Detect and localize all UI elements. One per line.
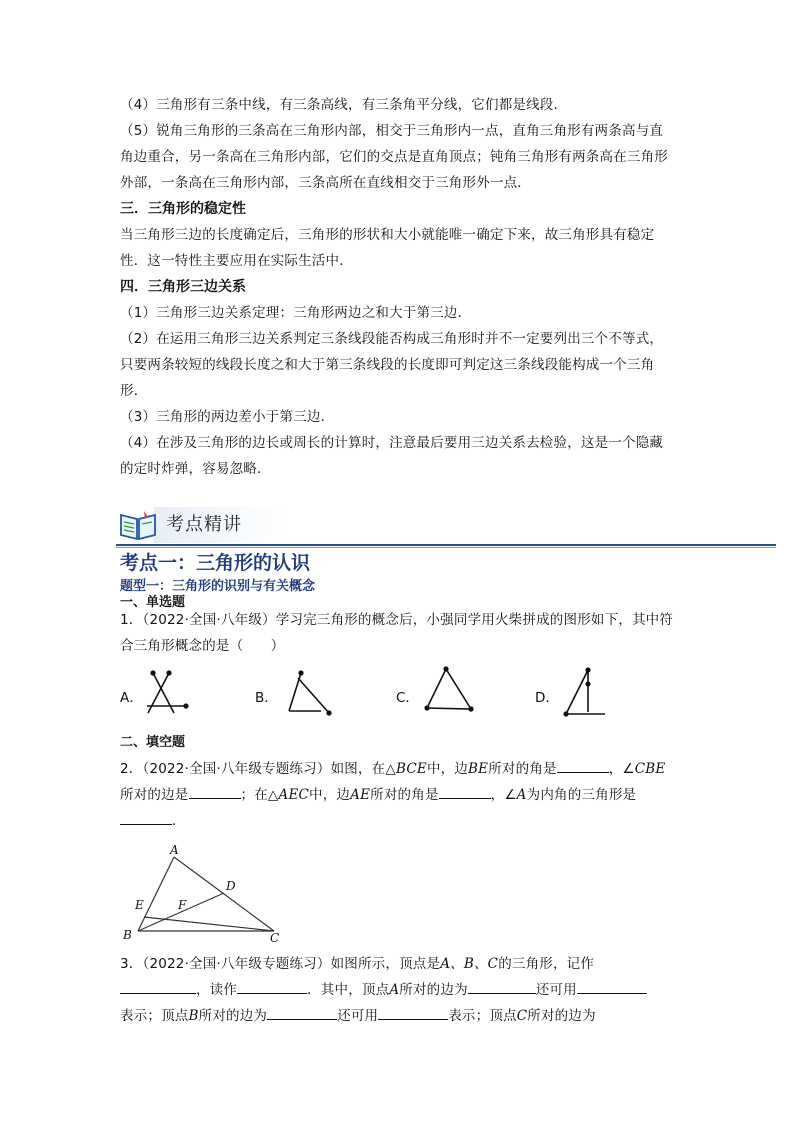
q3-math: A	[389, 982, 400, 998]
option-b-label[interactable]: B．	[255, 690, 278, 706]
q2-math: BE	[468, 761, 489, 777]
q2-math: △AEC	[267, 787, 310, 803]
q3-text: ．其中，顶点	[307, 982, 390, 998]
q2-text: ，∠	[608, 761, 635, 777]
banner-divider	[116, 544, 776, 546]
label-f: F	[178, 898, 187, 912]
q2-line3	[120, 808, 680, 834]
relation-2-line3: 形．	[120, 383, 148, 399]
q3-text: 所对的边为	[399, 982, 468, 998]
q2-triangle-figure	[120, 843, 290, 943]
option-c-label[interactable]: C．	[396, 690, 419, 706]
note-5-line2: 角边重合，另一条高在三角形内部，它们的交点是直角顶点；钝角三角形有两条高在三角形	[120, 149, 668, 165]
section-banner	[116, 507, 776, 547]
notes-section	[120, 92, 680, 482]
q2-text: ．	[172, 813, 186, 829]
option-b-figure	[283, 668, 343, 718]
question-1	[120, 607, 680, 659]
q3-text: ，读作	[196, 982, 238, 998]
question-2	[120, 756, 680, 834]
q2-text: 中，边	[426, 761, 469, 777]
answer-blank[interactable]	[378, 1005, 448, 1020]
q3-line1	[120, 951, 680, 977]
question-3	[120, 951, 680, 1029]
kaodian-title: 考点一：三角形的认识	[120, 552, 311, 574]
q3-text: 的三角形，记作	[498, 956, 595, 972]
q2-text: 中，边	[309, 787, 351, 803]
part2-heading-text: 二、填空题	[120, 735, 186, 750]
relation-3: （3）三角形的两边差小于第三边．	[120, 409, 335, 425]
option-a-figure	[140, 668, 196, 718]
part1-heading-text: 一、单选题	[120, 595, 186, 610]
note-4: （4）三角形有三条中线，有三条高线，有三条角平分线，它们都是线段．	[120, 97, 568, 113]
q2-math: A	[516, 787, 527, 803]
note-5-line3: 外部，一条高在三角形内部，三条高所在直线相交于三角形外一点．	[120, 175, 531, 191]
label-e: E	[135, 898, 144, 912]
q2-text: 所对的角是	[488, 761, 557, 777]
q3-text: 所对的边为	[198, 1008, 268, 1024]
q3-text: 所对的边为	[527, 1008, 596, 1024]
option-d-label[interactable]: D．	[535, 690, 559, 706]
answer-blank[interactable]	[120, 979, 196, 994]
label-c: C	[270, 931, 280, 943]
q2-line1	[120, 756, 680, 782]
q1-line2: 合三角形概念的是（ ）	[120, 638, 285, 654]
q2-text: ，∠	[490, 787, 517, 803]
heading-stability: 三．三角形的稳定性	[120, 201, 246, 217]
q2-text: 2．（2022·全国·八年级专题练习）如图，在	[120, 761, 386, 777]
answer-blank[interactable]	[577, 979, 647, 994]
q2-math: △BCE	[385, 761, 427, 777]
banner-title: 考点精讲	[166, 514, 242, 535]
option-d-figure	[560, 664, 620, 718]
part2-heading	[120, 733, 185, 753]
note-5-line1: （5）锐角三角形的三条高在三角形内部，相交于三角形内一点，直角三角形有两条高与直	[120, 123, 664, 139]
q3-math: C	[516, 1008, 528, 1024]
open-book-icon	[118, 507, 158, 543]
q2-text: 所对的边是	[120, 787, 189, 803]
answer-blank[interactable]	[439, 784, 491, 799]
q1-line1: 1．（2022·全国·八年级）学习完三角形的概念后，小强同学用火柴拼成的图形如下，其中符	[120, 612, 674, 628]
q2-line2	[120, 782, 680, 808]
answer-blank[interactable]	[189, 784, 241, 799]
q2-text: ；在	[240, 787, 268, 803]
label-b: B	[123, 928, 132, 942]
option-a-label[interactable]: A．	[120, 690, 143, 706]
q3-math: A、B、C	[440, 956, 499, 972]
label-d: D	[226, 879, 236, 893]
q2-text: 所对的角是	[370, 787, 439, 803]
heading-side-relation: 四．三角形三边关系	[120, 279, 246, 295]
q3-text: 表示；顶点	[120, 1008, 189, 1024]
q2-math: AE	[350, 787, 371, 803]
relation-4-line2: 的定时炸弹，容易忽略．	[120, 461, 271, 477]
q2-math: CBE	[634, 761, 666, 777]
answer-blank[interactable]	[557, 758, 609, 773]
option-c-figure	[420, 664, 480, 714]
q3-line2	[120, 977, 680, 1003]
q2-text: 为内角的三角形是	[526, 787, 637, 803]
q3-math: B	[188, 1008, 199, 1024]
relation-2-line1: （2）在运用三角形三边关系判定三条线段能否构成三角形时并不一定要列出三个不等式，	[120, 331, 664, 347]
answer-blank[interactable]	[267, 1005, 337, 1020]
answer-blank[interactable]	[237, 979, 307, 994]
q3-text: 还可用	[535, 982, 577, 998]
stability-line1: 当三角形三边的长度确定后，三角形的形状和大小就能唯一确定下来，故三角形具有稳定	[120, 227, 655, 243]
q3-text: 3．（2022·全国·八年级专题练习）如图所示，顶点是	[120, 956, 441, 972]
q3-text: 还可用	[337, 1008, 379, 1024]
relation-4-line1: （4）在涉及三角形的边长或周长的计算时，注意最后要用三边关系去检验，这是一个隐藏	[120, 435, 664, 451]
label-a: A	[170, 843, 179, 857]
relation-2-line2: 只要两条较短的线段长度之和大于第三条线段的长度即可判定这三条线段能构成一个三角	[120, 357, 655, 373]
type-title: 题型一：三角形的识别与有关概念	[120, 579, 316, 594]
answer-blank[interactable]	[120, 810, 172, 825]
relation-1: （1）三角形三边关系定理：三角形两边之和大于第三边．	[120, 305, 472, 321]
q3-line3	[120, 1003, 680, 1029]
answer-blank[interactable]	[468, 979, 536, 994]
q3-text: 表示；顶点	[448, 1008, 517, 1024]
stability-line2: 性．这一特性主要应用在实际生活中．	[120, 253, 353, 269]
